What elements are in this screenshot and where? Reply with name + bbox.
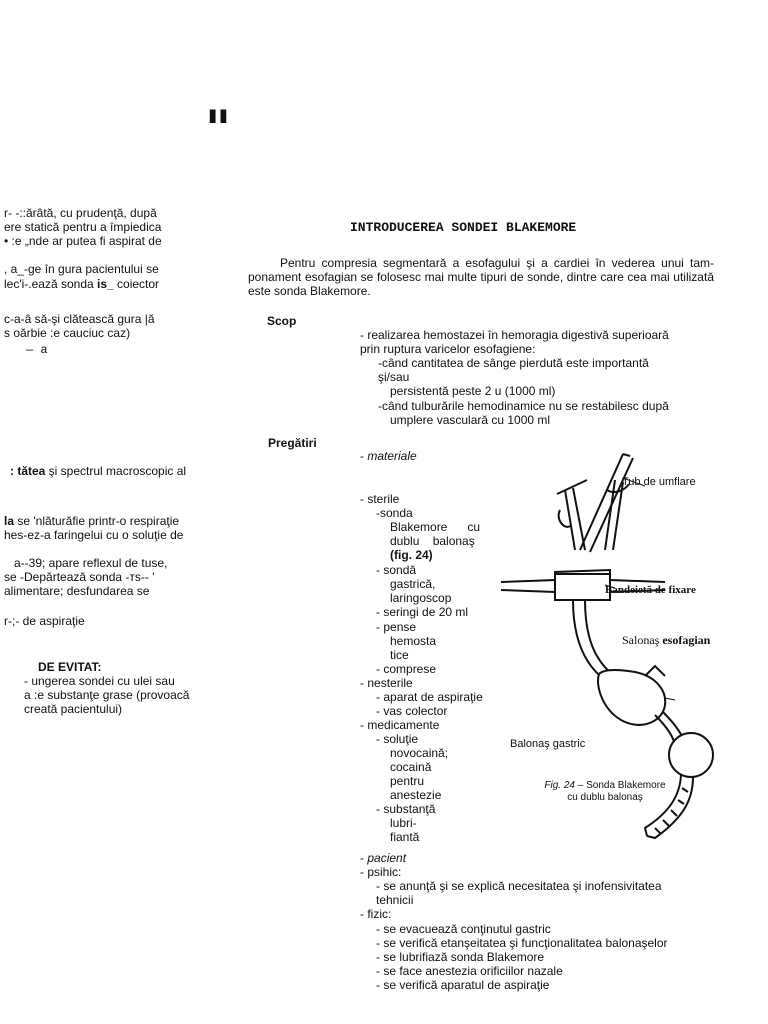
- left-line: la se 'nlăturăfie printr-o respiraţie: [4, 514, 180, 528]
- list-item: gastrică,: [390, 577, 436, 591]
- list-item: - se lubrifiază sonda Blakemore: [376, 950, 545, 964]
- list-item: - se verifică aparatul de aspiraţie: [376, 978, 550, 992]
- figure-caption: Fig. 24 – Sonda Blakemore cu dublu balonaş: [544, 780, 666, 803]
- list-item: - pense: [376, 620, 417, 634]
- list-item: - se verifică etanşeitatea şi funcţionalitatea balonaşelor: [376, 936, 668, 950]
- list-item: laringoscop: [390, 591, 452, 605]
- left-line: ere statică pentru a împiedica: [4, 220, 162, 234]
- list-item: Blakemore cu: [390, 520, 481, 534]
- left-line: r- -::ărâtă, cu prudenţă, după: [4, 206, 157, 220]
- list-item: -sonda: [376, 506, 413, 520]
- quote-mark: ": [205, 99, 232, 158]
- left-line: c-a-â să-şi clătească gura |ă: [4, 312, 155, 326]
- list-item: tice: [390, 648, 409, 662]
- left-line: alimentare; desfundarea se: [4, 584, 150, 598]
- left-line: a--39; apare reflexul de tuse,: [14, 556, 168, 570]
- left-line: creată pacientului): [24, 702, 123, 716]
- left-line: a :e substanţe grase (provoacă: [24, 688, 190, 702]
- pregatiri-heading: Pregătiri: [268, 436, 317, 450]
- list-item: - psihic:: [360, 865, 402, 879]
- left-line: — a: [26, 343, 48, 357]
- list-item: - fizic:: [360, 907, 392, 921]
- left-line: r-;- de aspiraţie: [4, 614, 85, 628]
- list-item: - sondă: [376, 563, 417, 577]
- list-item: - vas colector: [376, 704, 448, 718]
- list-item: - medicamente: [360, 718, 440, 732]
- scop-line: umplere vasculară cu 1000 ml: [390, 413, 551, 427]
- scop-line: persistentă peste 2 u (1000 ml): [390, 384, 556, 398]
- list-item: - comprese: [376, 662, 437, 676]
- left-line: lec'i-.ează sonda is_ coiector: [4, 277, 160, 291]
- list-item: - soluţie: [376, 732, 419, 746]
- left-line: , a_-ge în gura pacientului se: [4, 262, 159, 276]
- list-item: - se face anestezia orificiilor nazale: [376, 964, 563, 978]
- left-line: • :e „nde ar putea fi aspirat de: [4, 234, 162, 248]
- page-title: INTRODUCEREA SONDEI BLAKEMORE: [350, 220, 577, 235]
- label-gastric-balloon: Balonaş gastric: [510, 738, 586, 750]
- list-item: anestezie: [390, 788, 442, 802]
- left-heading: DE EVITAT:: [38, 660, 102, 674]
- left-line: se -Depărtează sonda -тs-- ': [4, 570, 155, 584]
- left-line: - ungerea sondei cu ulei sau: [24, 674, 175, 688]
- list-item: fiantă: [390, 830, 420, 844]
- list-item: hemosta: [390, 634, 437, 648]
- list-item: - se anunţă şi se explică necesitatea şi inofensivitatea: [376, 879, 662, 893]
- fig-ref: (fig. 24): [390, 548, 433, 562]
- list-item: dublu balonaş: [390, 534, 475, 548]
- scop-line: - realizarea hemostazei în hemoragia digestivă superioară: [360, 328, 669, 342]
- list-item-sterile: - sterile: [360, 492, 400, 506]
- list-item: - se evacuează conţinutul gastric: [376, 922, 551, 936]
- list-item: - substanţă: [376, 802, 436, 816]
- left-line: hes-ez-a faringelui cu o soluţie de: [4, 528, 184, 542]
- scop-line: -când cantitatea de sânge pierdută este importantă: [378, 356, 649, 370]
- gastric-balloon: [669, 733, 713, 777]
- list-item: - seringi de 20 ml: [376, 605, 469, 619]
- list-item-materiale: - materiale: [360, 449, 417, 463]
- label-fixation-band: Bandeietă de fixare: [605, 584, 696, 596]
- scop-line: şi/sau: [378, 370, 410, 384]
- label-esophageal-balloon: Salonaş esofagian: [622, 633, 711, 647]
- list-item: lubri-: [390, 816, 417, 830]
- intro-paragraph: Pentru compresia segmentară a esofagului şi a cardiei în vederea unui tam-ponament esofagian se folosesc mai multe tipuri de sonde, dintre care cea mai utilizată este sonda Blakemore.: [248, 256, 714, 298]
- list-item: - pacient: [360, 851, 407, 865]
- left-line: s oărbie :e cauciuc caz): [4, 326, 131, 340]
- list-item: - nesterile: [360, 676, 413, 690]
- scop-heading: Scop: [267, 314, 297, 328]
- scop-line: -când tulburările hemodinamice nu se restabilesc după: [378, 399, 669, 413]
- list-item: tehnicii: [376, 893, 414, 907]
- scop-line: prin ruptura varicelor esofagiene:: [360, 342, 536, 356]
- label-inflation-tube: Tub de umflare: [622, 476, 696, 488]
- list-item: - aparat de aspiraţie: [376, 690, 483, 704]
- left-line: : tătea şi spectrul macroscopic al: [10, 464, 187, 478]
- list-item: novocaină;: [390, 746, 449, 760]
- list-item: cocaină: [390, 760, 432, 774]
- list-item: pentru: [390, 774, 425, 788]
